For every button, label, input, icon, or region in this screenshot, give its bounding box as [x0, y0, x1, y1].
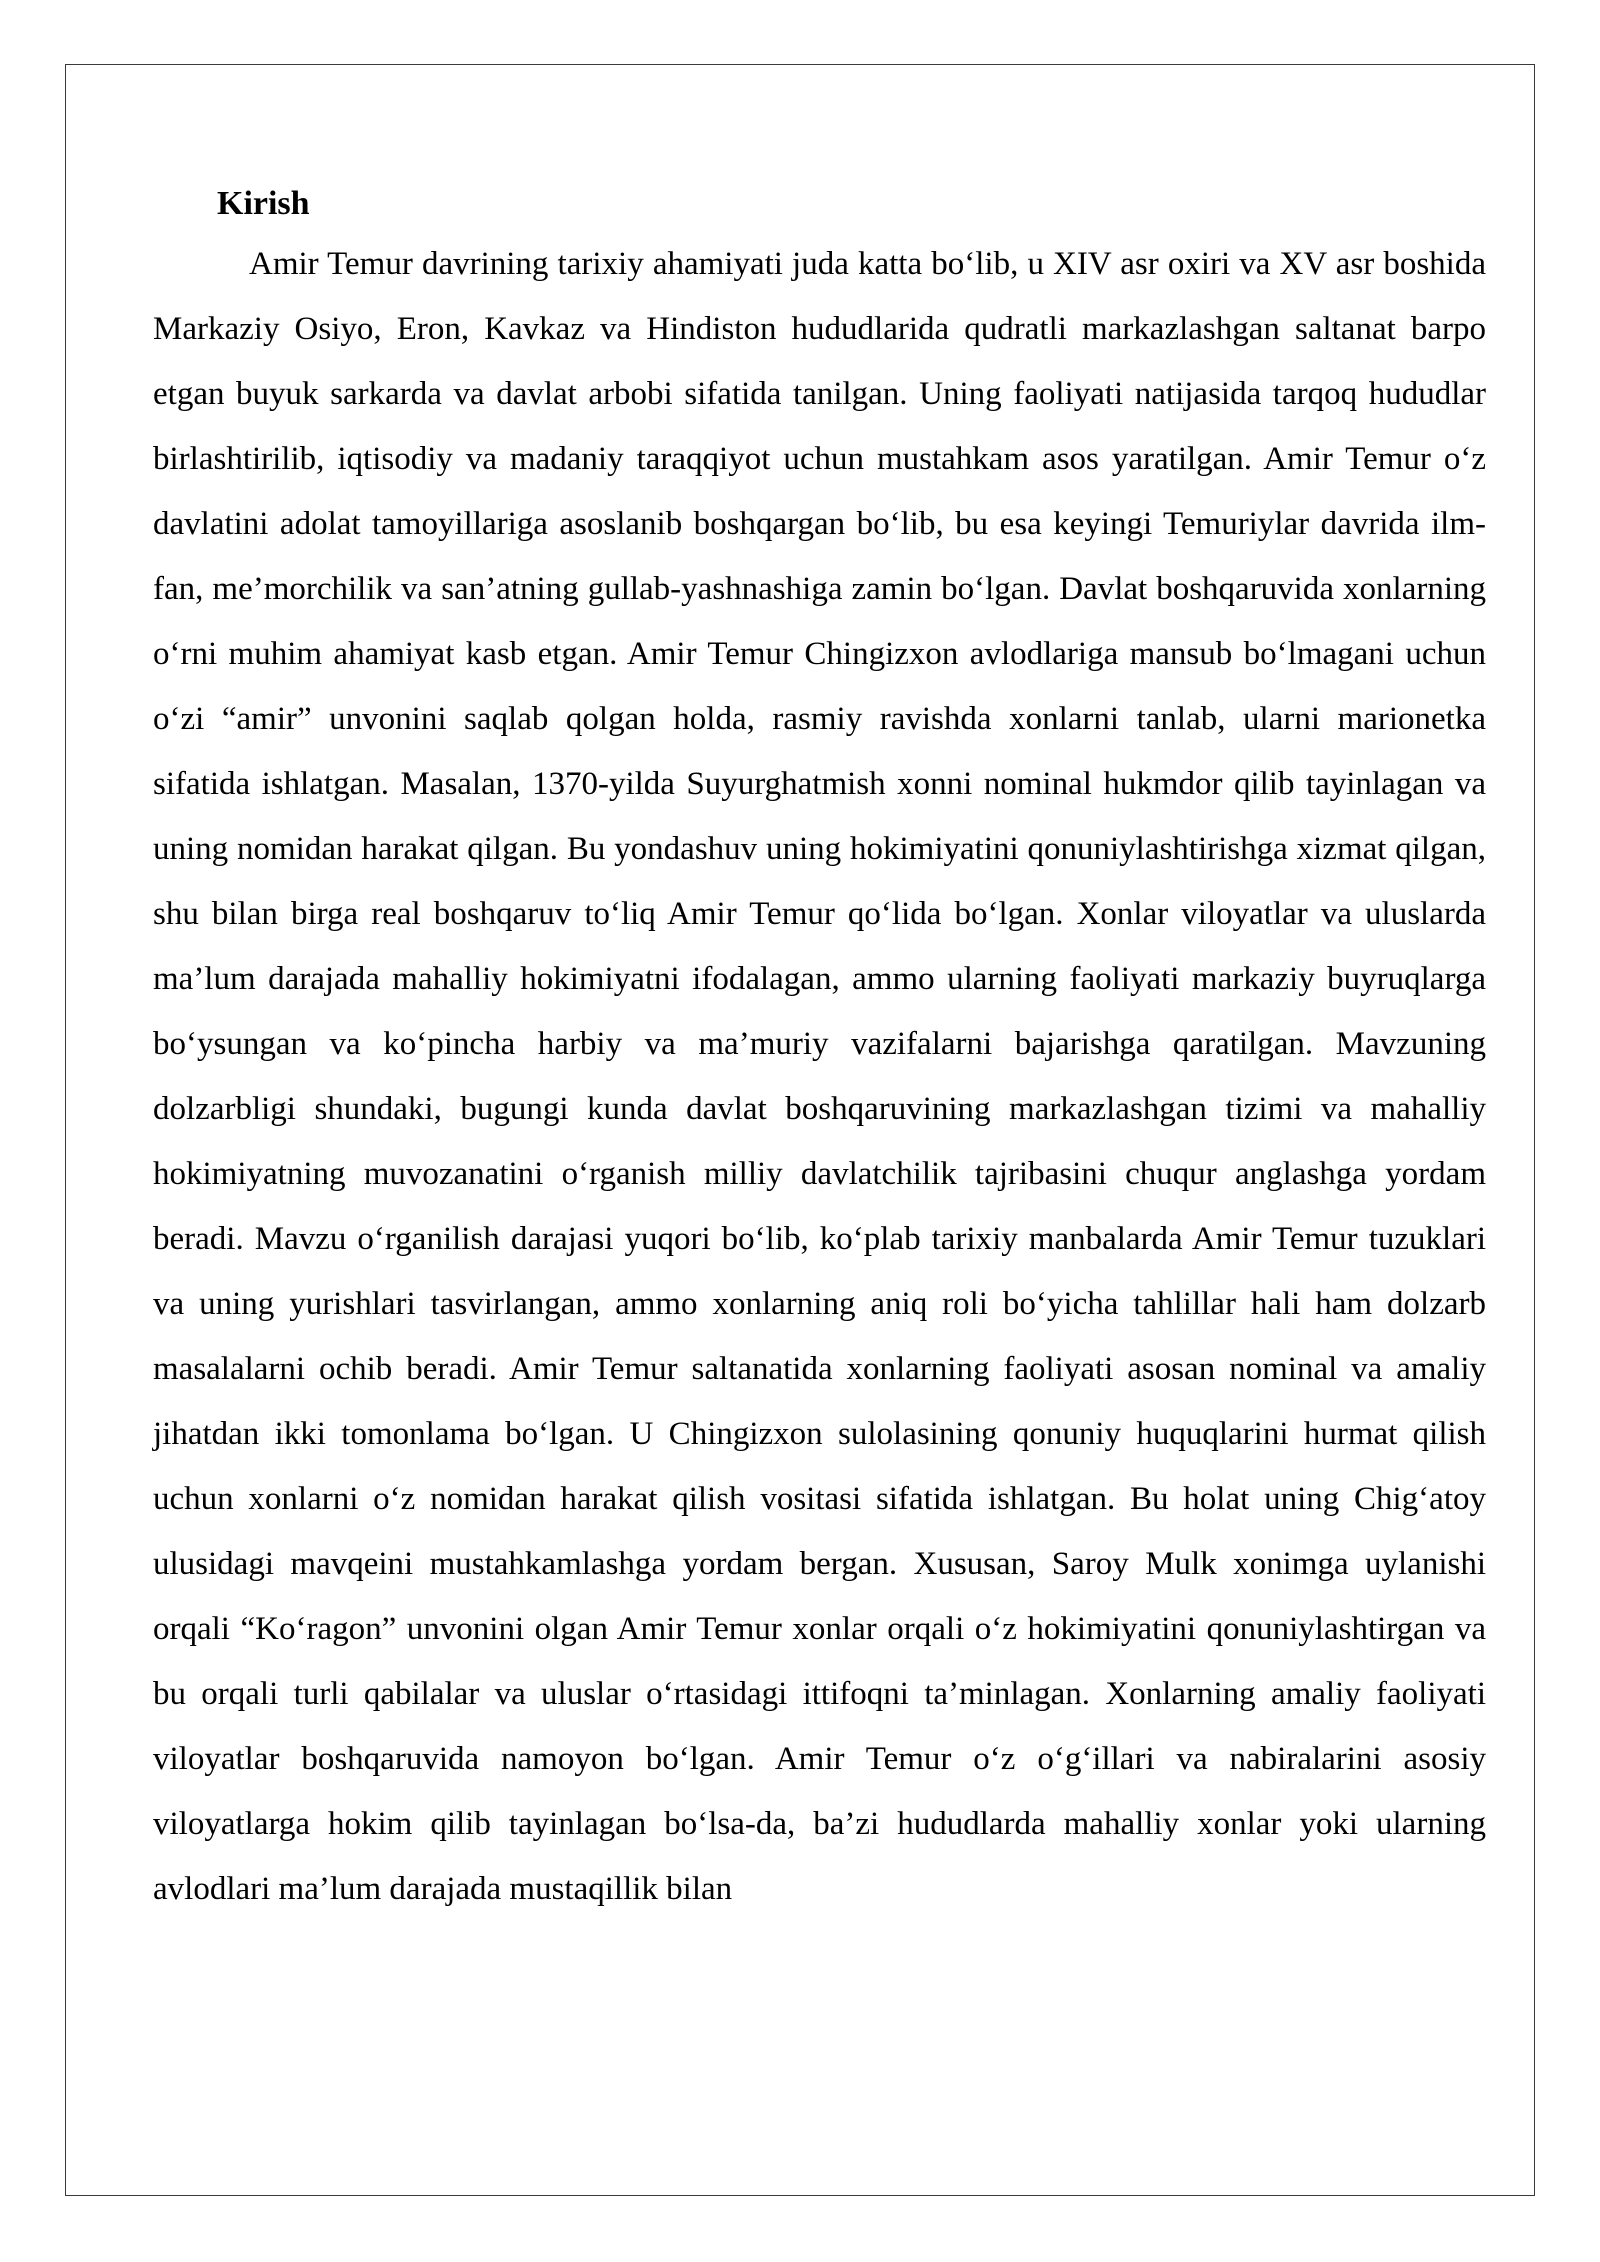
document-content [153, 176, 1486, 1922]
section-heading: Kirish [217, 185, 310, 222]
body-paragraph: Amir Temur davrining tarixiy ahamiyati juda katta bo‘lib, u XIV asr oxiri va XV asr boshida Markaziy Osiyo, Eron, Kavkaz va Hindiston hududlarida qudratli markazlashgan saltanat barpo etgan buyuk sarkarda va davlat arbobi sifatida tanilgan. Uning faoliyati natijasida tarqoq hududlar birlashtirilib, iqtisodiy va madaniy taraqqiyot uchun mustahkam asos yaratilgan. Amir Temur o‘z davlatini adolat tamoyillariga asoslanib boshqargan bo‘lib, bu esa keyingi Temuriylar davrida ilm-fan, me’morchilik va san’atning gullab-yashnashiga zamin bo‘lgan. Davlat boshqaruvida xonlarning o‘rni muhim ahamiyat kasb etgan. Amir Temur Chingizxon avlodlariga mansub bo‘lmagani uchun o‘zi “amir” unvonini saqlab qolgan holda, rasmiy ravishda xonlarni tanlab, ularni marionetka sifatida ishlatgan. Masalan, 1370-yilda Suyurghatmish xonni nominal hukmdor qilib tayinlagan va uning nomidan harakat qilgan. Bu yondashuv uning hokimiyatini qonuniylashtirishga xizmat qilgan, shu bilan birga real boshqaruv to‘liq Amir Temur qo‘lida bo‘lgan. Xonlar viloyatlar va uluslarda ma’lum darajada mahalliy hokimiyatni ifodalagan, ammo ularning faoliyati markaziy buyruqlarga bo‘ysungan va ko‘pincha harbiy va ma’muriy vazifalarni bajarishga qaratilgan. Mavzuning dolzarbligi shundaki, bugungi kunda davlat boshqaruvining markazlashgan tizimi va mahalliy hokimiyatning muvozanatini o‘rganish milliy davlatchilik tajribasini chuqur anglashga yordam beradi. Mavzu o‘rganilish darajasi yuqori bo‘lib, ko‘plab tarixiy manbalarda Amir Temur tuzuklari va uning yurishlari tasvirlangan, ammo xonlarning aniq roli bo‘yicha tahlillar hali ham dolzarb masalalarni ochib beradi. Amir Temur saltanatida xonlarning faoliyati asosan nominal va amaliy jihatdan ikki tomonlama bo‘lgan. U Chingizxon sulolasining qonuniy huquqlarini hurmat qilish uchun xonlarni o‘z nomidan harakat qilish vositasi sifatida ishlatgan. Bu holat uning Chig‘atoy ulusidagi mavqeini mustahkamlashga yordam bergan. Xususan, Saroy Mulk xonimga uylanishi orqali “Ko‘ragon” unvonini olgan Amir Temur xonlar orqali o‘z hokimiyatini qonuniylashtirgan va bu orqali turli qabilalar va uluslar o‘rtasidagi ittifoqni ta’minlagan. Xonlarning amaliy faoliyati viloyatlar boshqaruvida namoyon bo‘lgan. Amir Temur o‘z o‘g‘illari va nabiralarini asosiy viloyatlarga hokim qilib tayinlagan bo‘lsa-da, ba’zi hududlarda mahalliy xonlar yoki ularning avlodlari ma’lum darajada mustaqillik bilan [153, 246, 1486, 1907]
